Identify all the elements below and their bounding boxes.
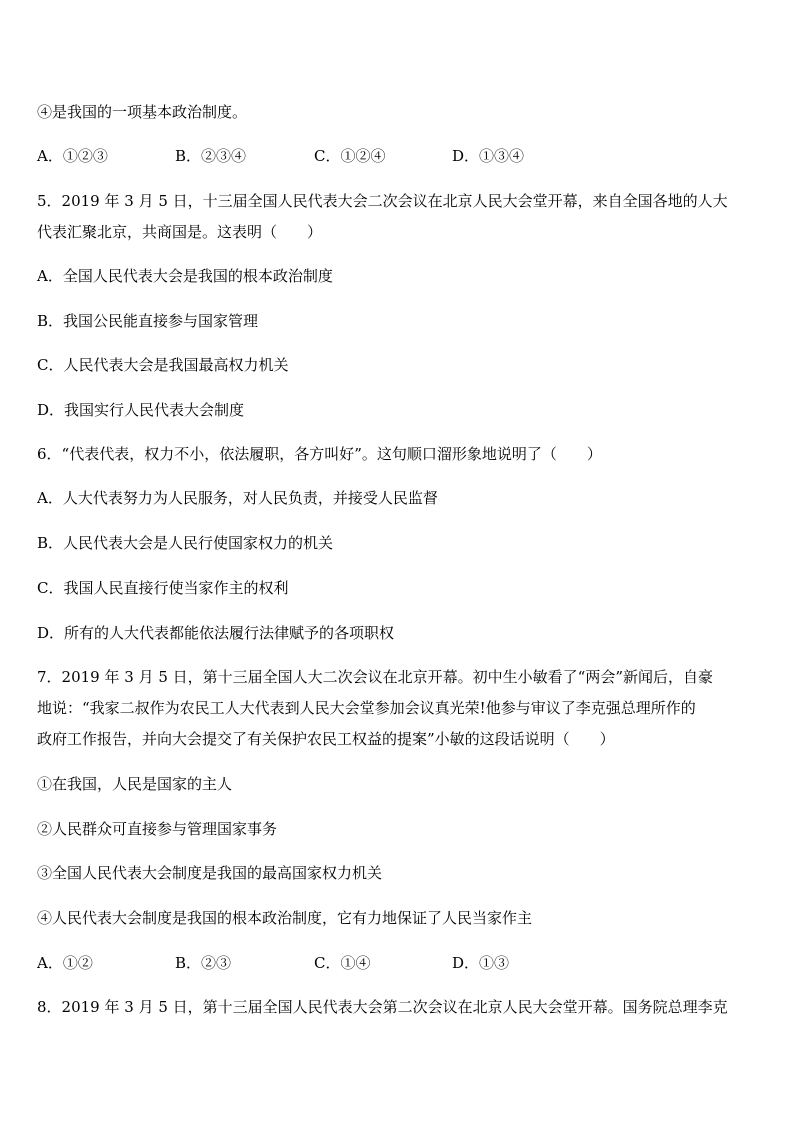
q4-option-d: D．①③④ [452,147,525,165]
q5-option-d: D．我国实行人民代表大会制度 [37,401,245,419]
q7-statement-2: ②人民群众可直接参与管理国家事务 [37,820,278,838]
q6-stem: 6．“代表代表，权力不小，依法履职，各方叫好”。这句顺口溜形象地说明了（ ） [37,445,602,463]
q7-stem-line-2: 地说：“我家二叔作为农民工人大代表到人民大会堂参加会议真光荣!他参与审议了李克强总理所作的 [37,699,696,717]
q6-option-c: C．我国人民直接行使当家作主的权利 [37,579,289,597]
q8-stem-line-1: 8．2019 年 3 月 5 日，第十三届全国人民代表大会第二次会议在北京人民大会堂开幕。国务院总理李克 [37,998,728,1016]
q7-options [37,953,758,973]
q7-option-c: C．①④ [314,954,371,972]
q5-option-c: C．人民代表大会是我国最高权力机关 [37,356,289,374]
q4-option-b: B．②③④ [175,147,247,165]
q7-statement-3: ③全国人民代表大会制度是我国的最高国家权力机关 [37,864,383,882]
q4-option-a: A．①②③ [37,147,108,165]
q5-stem-line-2: 代表汇聚北京，共商国是。这表明（ ） [37,223,323,241]
q7-stem-line-1: 7．2019 年 3 月 5 日，第十三届全国人大二次会议在北京开幕。初中生小敏看了“两会”新闻后，自豪 [37,668,713,686]
q4-statement-4: ④是我国的一项基本政治制度。 [37,103,248,121]
q7-statement-1: ①在我国，人民是国家的主人 [37,775,233,793]
q7-option-a: A．①② [37,954,93,972]
q7-stem-line-3: 政府工作报告，并向大会提交了有关保护农民工权益的提案”小敏的这段话说明（ ） [37,730,615,748]
q5-stem-line-1: 5．2019 年 3 月 5 日，十三届全国人民代表大会二次会议在北京人民大会堂开幕，来自全国各地的人大 [37,192,728,210]
q4-option-c: C．①②④ [314,147,386,165]
q7-option-d: D．①③ [452,954,510,972]
q5-option-a: A．全国人民代表大会是我国的根本政治制度 [37,267,333,285]
q7-statement-4: ④人民代表大会制度是我国的根本政治制度，它有力地保证了人民当家作主 [37,909,533,927]
q7-option-b: B．②③ [175,954,232,972]
q6-option-a: A．人大代表努力为人民服务，对人民负责，并接受人民监督 [37,489,438,507]
q5-option-b: B．我国公民能直接参与国家管理 [37,312,259,330]
q6-option-d: D．所有的人大代表都能依法履行法律赋予的各项职权 [37,624,395,642]
q6-option-b: B．人民代表大会是人民行使国家权力的机关 [37,534,334,552]
q4-options [37,146,758,166]
